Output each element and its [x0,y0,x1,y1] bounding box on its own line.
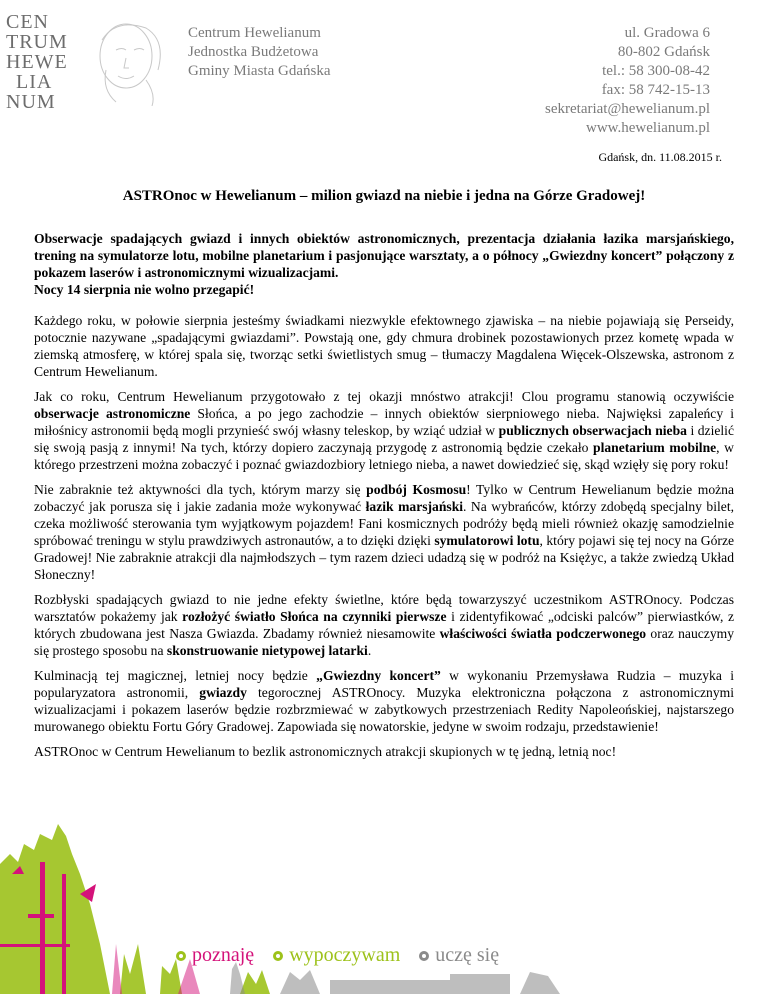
text-run: oraz nauczymy się prostego sposobu na [34,626,734,658]
text-run: . [367,643,372,658]
text-run: , w którego przestrzeni można zobaczyć i poznać gwiazdozbiory letniego nieba, a nawet dowiedzieć się, skąd wzięły się pory roku! [34,440,734,472]
text-run: . Na wybrańców, którzy zdobędą specjalny bilet, czeka możliwość sterowania tym wyjątkowym pojazdem! Fani kosmicznych podróży będą mieli również okazję samodzielnie spróbować treningu w stylu prawdziwych astronautów, a to dzięki dzięki [34,499,734,548]
logo-line: LIA [16,71,53,93]
footer-label: uczę się [435,944,500,966]
logo-line: HEWE [6,51,68,73]
logo-line: CEN [6,11,49,33]
footer-label: wypoczywam [289,944,401,966]
address-website[interactable]: www.hewelianum.pl [586,120,710,136]
text-run: i dzielić się swoją pasją z innymi! Na tych, którzy dopiero zaczynają przygodę z astronomią będzie czekało [34,423,734,455]
bold-run: podbój Kosmosu [366,482,467,497]
bold-run: właściwości światła podczerwonego [439,626,647,641]
bold-run: „Gwiezdny koncert” [316,668,441,683]
paragraph [34,481,734,583]
address-city: 80-802 Gdańsk [617,44,710,60]
text-run: ! Tylko w Centrum Hewelianum będzie można zobaczyć jak porusza się i jakie zadania może wykonywać [34,482,734,514]
text-run: , który pojawi się tej nocy na Górze Gradowej! Nie zabraknie atrakcji dla najmłodszych – tym razem dzieci udadzą się w podróż na Księżyc, a także zwiedzą Układ Słoneczny! [34,533,735,582]
address-email[interactable]: sekretariat@hewelianum.pl [545,101,710,117]
bold-run: planetarium mobilne [593,440,717,455]
text-run: Słońca, a po jego zachodzie – innych obiektów sierpniowego nieba. Najwięksi zapaleńcy i miłośnicy astronomii będą mogli przynieść swój własny teleskop, by wziąć udział w [34,406,735,438]
press-release-body [34,230,734,768]
bold-run: rozłożyć światło Słońca na czynniki pierwsze [182,609,447,624]
footer-label: poznaję [192,944,255,966]
org-line: Centrum Hewelianum [188,25,321,41]
paragraph [34,591,734,659]
bold-run: obserwacje astronomiczne [34,406,191,421]
document-date: Gdańsk, dn. 11.08.2015 r. [598,150,722,164]
address-phone: tel.: 58 300-08-42 [602,63,710,79]
contact-block [545,24,710,138]
org-line: Gminy Miasta Gdańska [188,63,331,79]
lead-paragraph [34,230,734,298]
footer-item-wypoczywam [273,944,400,966]
text-run: Rozbłyski spadających gwiazd to nie jedne efekty świetlne, które będą towarzyszyć uczestnikom ASTROnocy. Podczas warsztatów pokażemy jak [34,592,734,624]
green-circle-icon [176,951,186,961]
text-run: Kulminacją tej magicznej, letniej nocy będzie [34,668,317,683]
paragraph: Każdego roku, w połowie sierpnia jesteśmy świadkami niezwykle efektownego zjawiska – na niebie pojawiają się Perseidy, potocznie nazywane „spadającymi gwiazdami”. Powstają one, gdy chmura drobinek pozostawionych przez kometę wpada w ziemską atmosferę, w której spala się, tworząc setki świetlistych smug – tłumaczy Magdalena Więcek-Olszewska, astronom z Centrum Hewelianum. [34,313,734,379]
org-line: Jednostka Budżetowa [188,44,319,60]
press-release-title: ASTROnoc w Hewelianum – milion gwiazd na niebie i jedna na Górze Gradowej! [122,188,646,204]
address-fax: fax: 58 742-15-13 [601,82,710,98]
text-run: i zidentyfikować „odciski palców” pierwiastków, z których zbudowana jest Nasza Gwiazda. Zbadamy również niesamowite [34,609,735,641]
text-run: w wykonaniu Przemysława Rudzia – muzyka i popularyzatora astronomii, [34,668,734,700]
logo-wordmark [6,12,68,112]
text-run: tegorocznej ASTROnocy. Muzyka elektroniczna połączona z astronomicznymi wizualizacjami i pokazem laserów będzie rozbrzmiewać w zabytkowych przestrzeniach Redity Napoleońskiej, najstarszego murowanego obiektu Fortu Góry Gradowej. Zapowiada się nowatorskie, jedyne w swoim rodzaju, przedstawienie! [34,685,734,734]
logo-line: TRUM [6,31,68,53]
paragraph [34,667,734,735]
bold-run: skonstruowanie nietypowej latarki [166,643,368,658]
text-run: Jak co roku, Centrum Hewelianum przygotowało z tej okazji mnóstwo atrakcji! Clou programu stanowią oczywiście [34,389,734,404]
text-run: Nie zabraknie też aktywności dla tych, którym marzy się [34,482,367,497]
bold-run: gwiazdy [199,685,247,700]
footer-tagline [176,944,513,967]
paragraph [34,388,734,473]
logo-line: NUM [6,91,56,113]
bold-run: publicznych obserwacjach nieba [498,423,687,438]
paragraph: ASTROnoc w Centrum Hewelianum to bezlik astronomicznych atrakcji skupionych w tę jedną, letnią noc! [34,744,617,759]
bold-run: symulatorowi lotu [434,533,540,548]
bold-run: łazik marsjański [365,499,464,514]
green-circle-icon [273,951,283,961]
lead-text: Nocy 14 sierpnia nie wolno przegapić! [34,282,255,297]
footer-item-ucze-sie [419,944,499,966]
address-street: ul. Gradowa 6 [624,25,710,41]
footer-item-poznaje [176,944,254,966]
grey-circle-icon [419,951,429,961]
organization-name [188,24,330,81]
lead-text: Obserwacje spadających gwiazd i innych obiektów astronomicznych, prezentacja działania łazika marsjańskiego, trening na symulatorze lotu, mobilne planetarium i pasjonujące warsztaty, a o północy „Gwiezdny koncert” połączony z pokazem laserów i astronomicznymi wizualizacjami. [34,231,734,280]
